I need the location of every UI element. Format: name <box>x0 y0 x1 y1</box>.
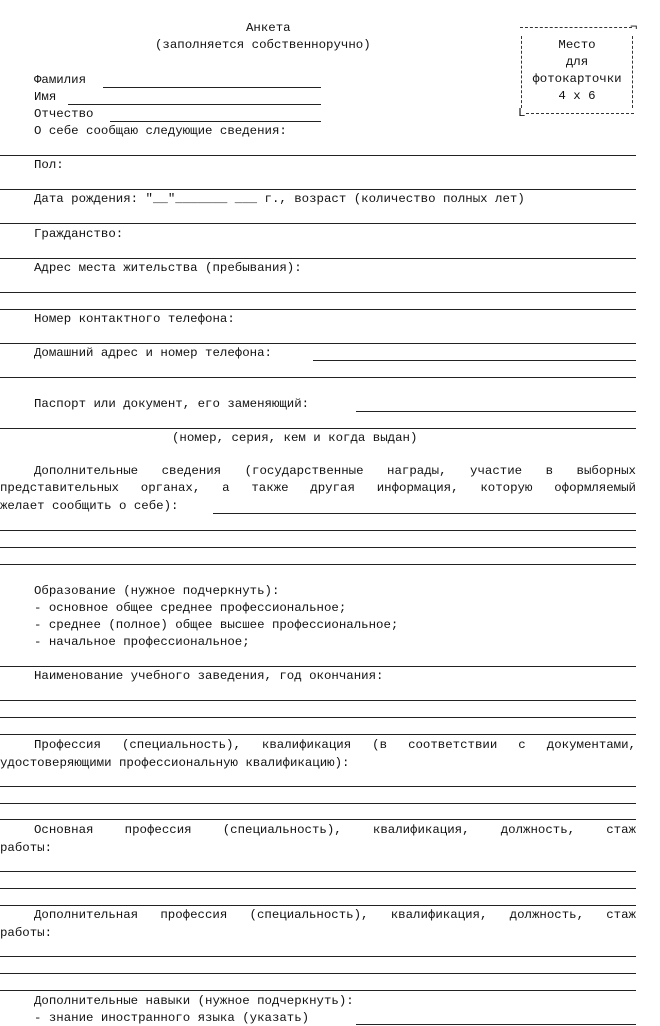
photo-label-1: Место <box>558 38 596 52</box>
divider <box>0 223 636 224</box>
additional-line-1: Дополнительные сведения (государственные награды, участие в выборных <box>34 464 636 478</box>
divider <box>0 564 636 565</box>
divider <box>0 734 636 735</box>
profession-line-2: удостоверяющими профессиональную квалификацию): <box>0 756 350 770</box>
language-label: - знание иностранного языка (указать) <box>34 1011 310 1025</box>
main-profession-line-1: Основная профессия (специальность), квалификация, должность, стаж <box>34 823 636 837</box>
citizenship-label: Гражданство: <box>34 227 124 241</box>
divider <box>0 377 636 378</box>
education-title: Образование (нужное подчеркнуть): <box>34 584 280 598</box>
divider <box>0 871 636 872</box>
divider <box>0 428 636 429</box>
patronymic-input-line[interactable] <box>110 121 321 122</box>
education-option[interactable]: - начальное профессиональное; <box>34 635 250 649</box>
divider <box>0 717 636 718</box>
surname-label: Фамилия <box>34 73 87 87</box>
divider <box>0 956 636 957</box>
about-label: О себе сообщаю следующие сведения: <box>34 124 287 138</box>
surname-input-line[interactable] <box>103 87 321 88</box>
divider <box>0 973 636 974</box>
extra-profession-line-1: Дополнительная профессия (специальность), квалификация, должность, стаж <box>34 908 636 922</box>
passport-input-line[interactable] <box>356 411 636 412</box>
photo-corner: L <box>518 106 526 120</box>
additional-input-line[interactable] <box>213 513 636 514</box>
birth-label: Дата рождения: "__"_______ ___ г., возраст (количество полных лет) <box>34 192 525 206</box>
divider <box>0 547 636 548</box>
divider <box>0 189 636 190</box>
divider <box>0 803 636 804</box>
divider <box>0 700 636 701</box>
divider <box>0 258 636 259</box>
additional-line-2: представительных органах, а также другая информация, которую оформляемый <box>0 481 636 495</box>
institution-label: Наименование учебного заведения, год окончания: <box>34 669 384 683</box>
divider <box>0 819 636 820</box>
skills-title: Дополнительные навыки (нужное подчеркнуть): <box>34 994 354 1008</box>
address-label: Адрес места жительства (пребывания): <box>34 261 302 275</box>
name-input-line[interactable] <box>68 104 321 105</box>
phone-label: Номер контактного телефона: <box>34 312 235 326</box>
photo-placeholder: ¬ Место для фотокарточки 4 x 6 L <box>518 20 638 120</box>
additional-line-3: желает сообщить о себе): <box>0 499 179 513</box>
form-title: Анкета <box>246 21 291 35</box>
divider <box>0 343 636 344</box>
form-subtitle: (заполняется собственноручно) <box>155 38 371 52</box>
main-profession-line-2: работы: <box>0 841 53 855</box>
divider <box>0 155 636 156</box>
divider <box>0 990 636 991</box>
home-address-label: Домашний адрес и номер телефона: <box>34 346 272 360</box>
photo-label-4: 4 x 6 <box>558 89 596 103</box>
passport-hint: (номер, серия, кем и когда выдан) <box>172 431 418 445</box>
education-option[interactable]: - основное общее среднее профессиональное; <box>34 601 347 615</box>
education-option[interactable]: - среднее (полное) общее высшее профессиональное; <box>34 618 399 632</box>
patronymic-label: Отчество <box>34 107 94 121</box>
divider <box>0 905 636 906</box>
divider <box>0 666 636 667</box>
divider <box>0 309 636 310</box>
name-label: Имя <box>34 90 57 104</box>
extra-profession-line-2: работы: <box>0 926 53 940</box>
divider <box>0 888 636 889</box>
divider <box>0 786 636 787</box>
language-input-line[interactable] <box>356 1024 636 1025</box>
passport-label: Паспорт или документ, его заменяющий: <box>34 397 310 411</box>
divider <box>0 292 636 293</box>
photo-label-3: фотокарточки <box>532 72 622 86</box>
home-address-input-line[interactable] <box>313 360 636 361</box>
divider <box>0 530 636 531</box>
sex-label: Пол: <box>34 158 64 172</box>
photo-label-2: для <box>565 55 589 69</box>
profession-line-1: Профессия (специальность), квалификация (в соответствии с документами, <box>34 738 636 752</box>
